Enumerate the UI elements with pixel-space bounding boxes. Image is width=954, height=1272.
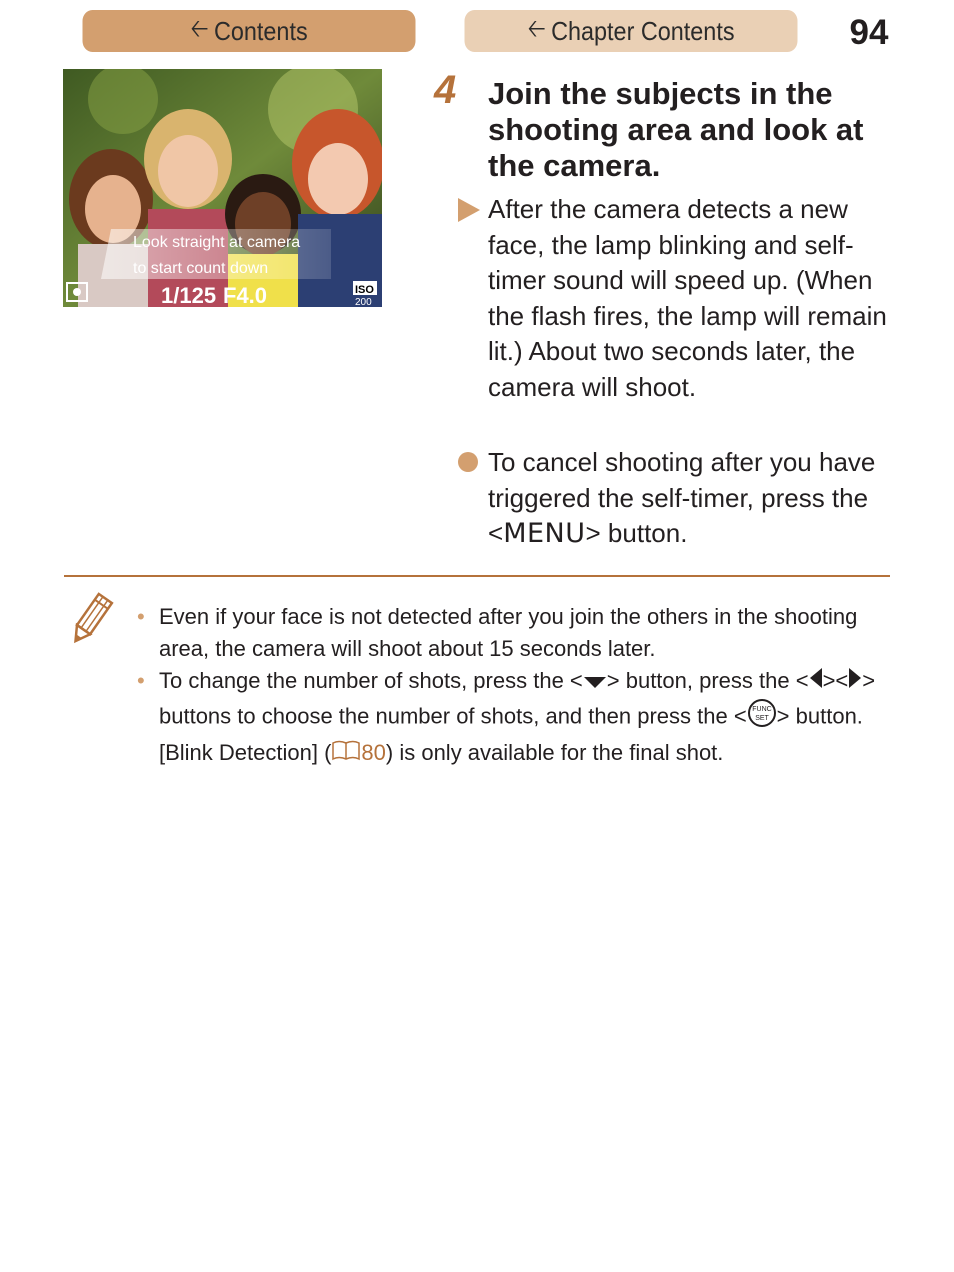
note-2-text-c: >< (822, 668, 849, 693)
overlay-shutter: 1/125 (161, 283, 217, 307)
page-reference-link[interactable]: 80 (361, 740, 386, 766)
overlay-iso-value: 200 (355, 297, 372, 307)
note-2-text-f: ) is only available for the final shot. (385, 740, 724, 766)
chapter-contents-label: Chapter Contents (551, 15, 735, 46)
note-1-text: Even if your face is not detected after you join the others in the shooting area, the camera will shoot about 15 seconds later. (159, 604, 858, 661)
left-arrow-icon: 🡠 (190, 14, 209, 43)
svg-text:SET: SET (754, 715, 769, 723)
overlay-aperture: F4.0 (223, 283, 268, 307)
step-number: 4 (434, 68, 457, 112)
bullet-dot-icon: • (137, 668, 145, 693)
step-title: Join the subjects in the shooting area and look at the camera. (488, 76, 864, 183)
overlay-iso-label: ISO (355, 284, 374, 296)
cancel-text-after: > button. (585, 518, 688, 548)
section-divider (64, 575, 890, 577)
page-number: 94 (849, 13, 889, 52)
note-2-text-d: > buttons to choose the number of shots, and then press the < (159, 668, 876, 729)
cancel-text-before: To cancel shooting after you have triggered the self-timer, press the < (488, 447, 876, 548)
triangle-bullet-icon (458, 198, 480, 222)
chapter-contents-button[interactable] (465, 10, 798, 52)
func-set-button-icon (747, 698, 777, 737)
down-button-icon (583, 666, 607, 698)
overlay-line2: to start count down (133, 260, 269, 277)
note-2-text-a: To change the number of shots, press the < (159, 668, 583, 693)
contents-button[interactable] (83, 10, 416, 52)
book-ref-icon (331, 738, 361, 770)
step-cancel-text (488, 445, 888, 552)
note-list-item (137, 665, 879, 770)
left-button-icon (809, 666, 823, 698)
note-2-text-e: > button. [Blink Detection] ( (159, 703, 863, 766)
left-arrow-icon: 🡠 (527, 14, 546, 43)
contents-label: Contents (213, 15, 308, 46)
overlay-line1: Look straight at camera (133, 234, 301, 251)
bullet-dot-icon: • (137, 604, 145, 629)
note-2-text-b: > button, press the < (606, 668, 809, 693)
pencil-note-icon (68, 592, 114, 646)
svg-text:FUNC: FUNC (751, 706, 772, 714)
dot-bullet-icon (458, 452, 478, 472)
step-result-text: After the camera detects a new face, the lamp blinking and self-timer sound will speed up. (When the flash fires, the lamp will remain lit.) About two seconds later, the camera will shoot. (488, 194, 887, 402)
menu-button-label: MENU (503, 518, 586, 549)
note-list-item (137, 601, 879, 665)
camera-screen-photo (63, 69, 382, 307)
right-button-icon (848, 666, 862, 698)
